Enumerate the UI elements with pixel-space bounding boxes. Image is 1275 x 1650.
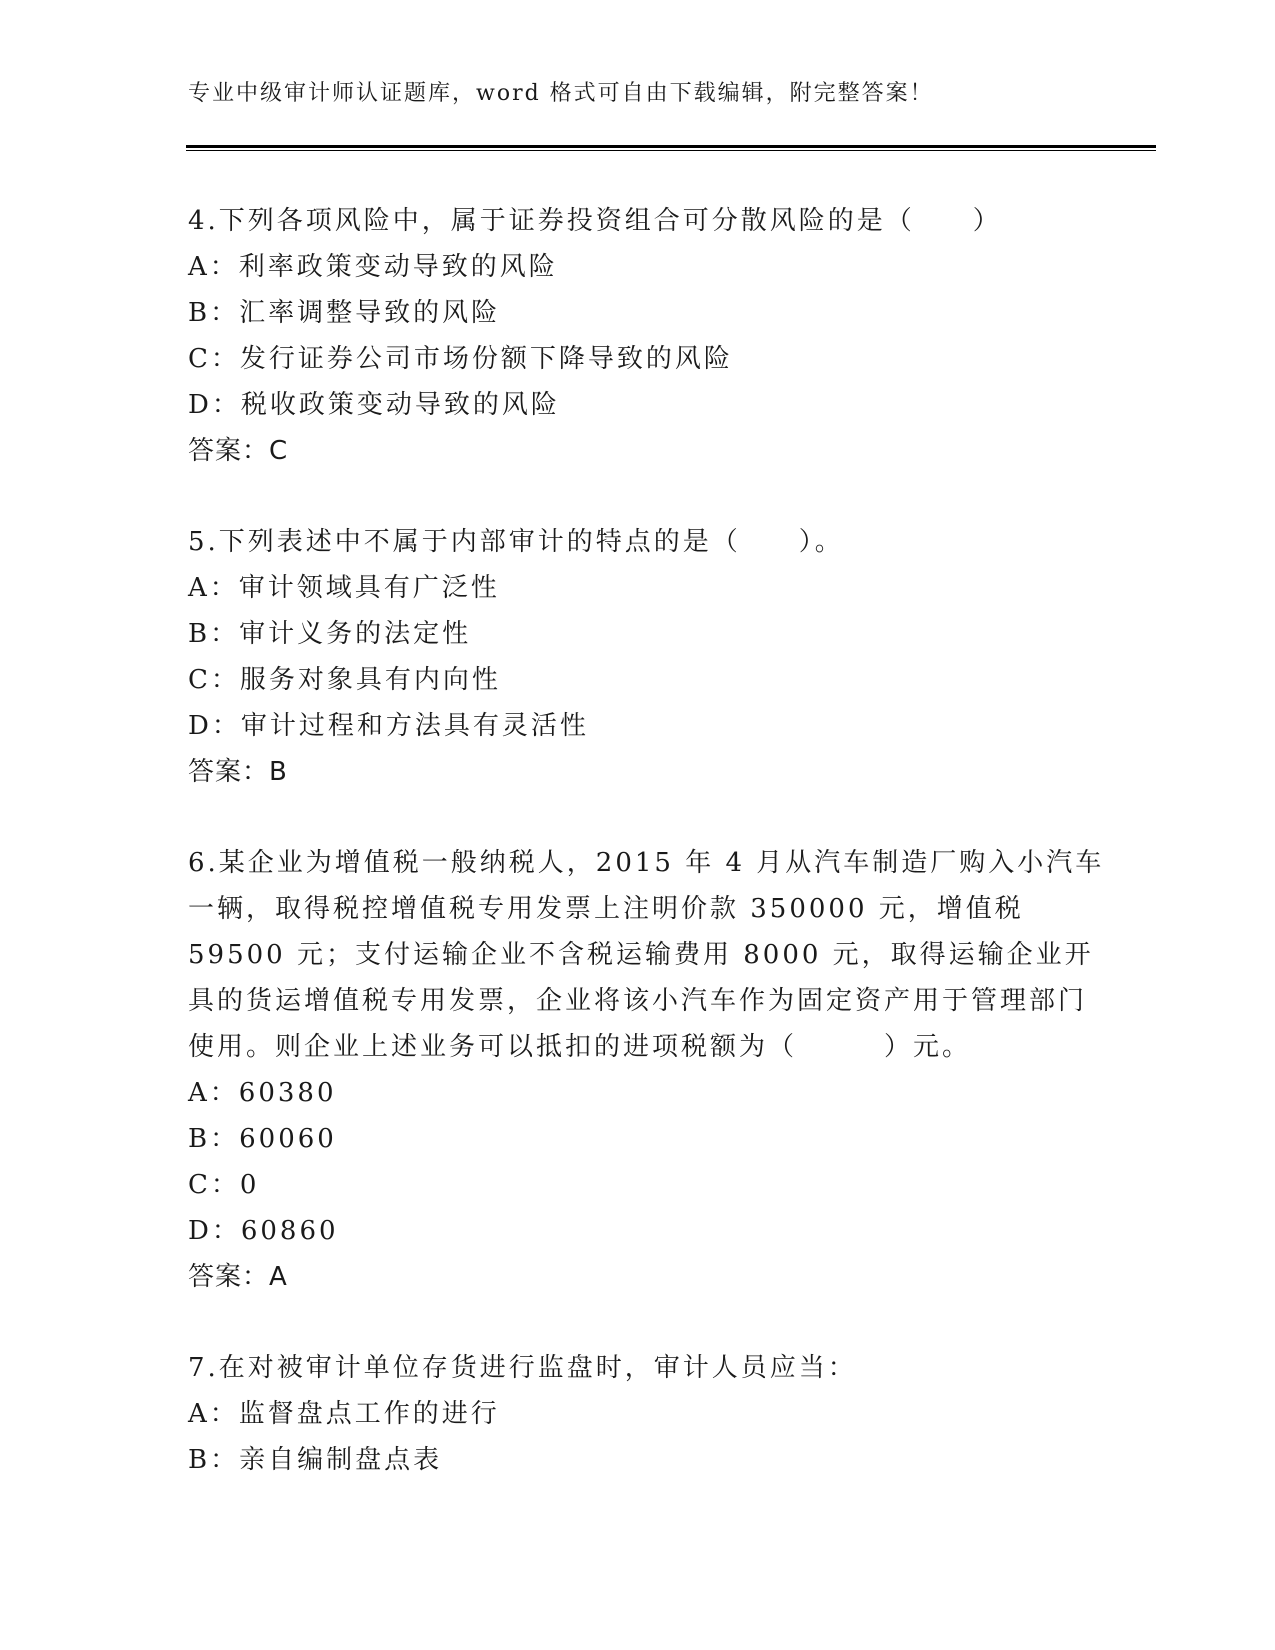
option-c: C：0: [188, 1170, 260, 1200]
option-d: D：60860: [188, 1216, 339, 1246]
option-d: D：税收政策变动导致的风险: [188, 390, 560, 420]
answer: 答案：C: [188, 436, 289, 466]
header-divider: [186, 145, 1156, 148]
option-b: B：审计义务的法定性: [188, 619, 472, 649]
header-divider-thin: [186, 150, 1156, 151]
question-4: [188, 198, 1108, 474]
question-stem: 6.某企业为增值税一般纳税人，2015 年 4 月从汽车制造厂购入小汽车一辆，取得税控增值税专用发票上注明价款 350000 元，增值税 59500 元；支付运输企业不含税运输费用 8000 元，取得运输企业开具的货运增值税专用发票，企业将该小汽车作为固定资产用于管理部门使用。则企业上述业务可以抵扣的进项税额为（ ）元。: [188, 848, 1105, 1062]
question-list: [188, 198, 1108, 1528]
option-a: A：审计领域具有广泛性: [188, 573, 500, 603]
question-stem: 4.下列各项风险中，属于证券投资组合可分散风险的是（ ）: [188, 206, 1002, 236]
option-b: B：汇率调整导致的风险: [188, 298, 501, 328]
option-c: C：发行证券公司市场份额下降导致的风险: [188, 344, 733, 374]
option-b: B：60060: [188, 1124, 337, 1154]
option-d: D：审计过程和方法具有灵活性: [188, 711, 589, 741]
question-stem: 5.下列表述中不属于内部审计的特点的是（ ）。: [188, 527, 844, 557]
option-c: C：服务对象具有内向性: [188, 665, 501, 695]
question-6: [188, 840, 1108, 1300]
option-b: B：亲自编制盘点表: [188, 1445, 443, 1475]
option-a: A：监督盘点工作的进行: [188, 1399, 500, 1429]
answer: 答案：B: [188, 757, 288, 787]
answer: 答案：A: [188, 1262, 288, 1292]
option-a: A：60380: [188, 1078, 337, 1108]
question-stem: 7.在对被审计单位存货进行监盘时，审计人员应当：: [188, 1353, 857, 1383]
page-header: 专业中级审计师认证题库，word 格式可自由下载编辑，附完整答案！: [188, 81, 934, 106]
option-a: A：利率政策变动导致的风险: [188, 252, 558, 282]
question-7: [188, 1345, 1108, 1483]
question-5: [188, 519, 1108, 795]
